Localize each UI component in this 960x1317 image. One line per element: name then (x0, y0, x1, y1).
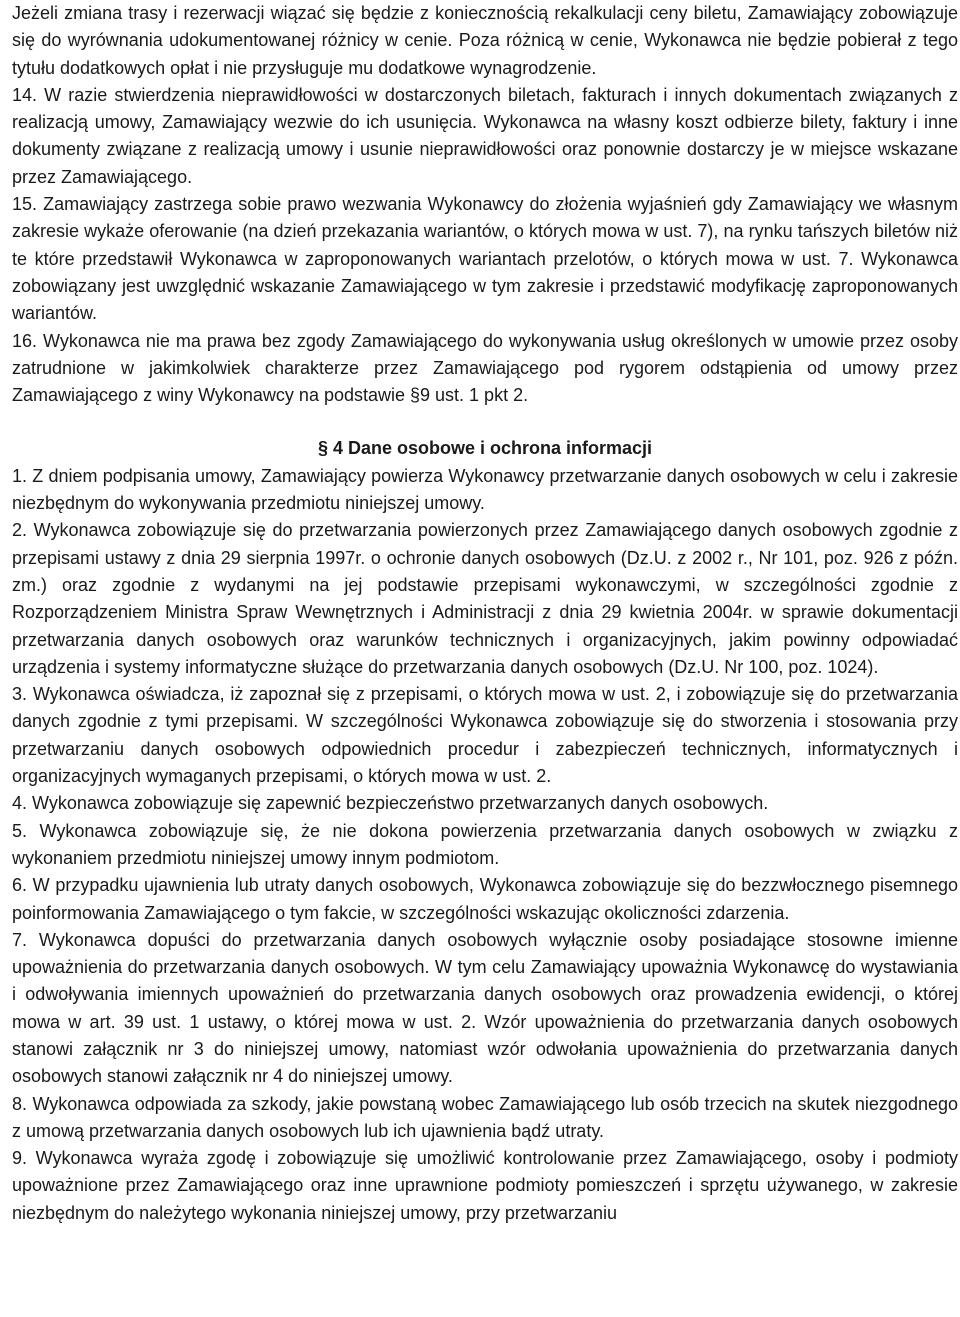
clause-2: 2. Wykonawca zobowiązuje się do przetwarzania powierzonych przez Zamawiającego danych osobowych zgodnie z przepisami ustawy z dnia 29 sierpnia 1997r. o ochronie danych osobowych (Dz.U. z 2002 r., Nr 101, poz. 926 z późn. zm.) oraz zgodnie z wydanymi na jej podstawie przepisami wykonawczymi, w szczególności zgodnie z Rozporządzeniem Ministra Spraw Wewnętrznych i Administracji z dnia 29 kwietnia 2004r. w sprawie dokumentacji przetwarzania danych osobowych oraz warunków technicznych i organizacyjnych, jakim powinny odpowiadać urządzenia i systemy informatyczne służące do przetwarzania danych osobowych (Dz.U. Nr 100, poz. 1024). (12, 520, 958, 677)
paragraph-ticket-recalculation: Jeżeli zmiana trasy i rezerwacji wiązać się będzie z koniecznością rekalkulacji ceny biletu, Zamawiający zobowiązuje się do wyrównania udokumentowanej różnicy w cenie. Poza różnicą w cenie, Wykonawca nie będzie pobierał z tego tytułu dodatkowych opłat i nie przysługuje mu dodatkowe wynagrodzenie. (12, 3, 958, 78)
clause-4: 4. Wykonawca zobowiązuje się zapewnić bezpieczeństwo przetwarzanych danych osobowych. (12, 793, 769, 814)
paragraph-15: 15. Zamawiający zastrzega sobie prawo wezwania Wykonawcy do złożenia wyjaśnień gdy Zamawiający we własnym zakresie wykaże oferowanie (na dzień przekazania wariantów, o których mowa w ust. 7), na rynku tańszych biletów niż te które przedstawił Wykonawca w zaproponowanych wariantach przelotów, o których mowa w ust. 7. Wykonawca zobowiązany jest uwzględnić wskazanie Zamawiającego w tym zakresie i przedstawić modyfikację zaproponowanych wariantów. (12, 194, 958, 324)
clause-7: 7. Wykonawca dopuści do przetwarzania danych osobowych wyłącznie osoby posiadające stosowne imienne upoważnienia do przetwarzania danych osobowych. W tym celu Zamawiający upoważnia Wykonawcę do wystawiania i odwoływania imiennych upoważnień do przetwarzania danych osobowych oraz prowadzenia ewidencji, o której mowa w art. 39 ust. 1 ustawy, o której mowa w ust. 2. Wzór upoważnienia do przetwarzania danych osobowych stanowi załącznik nr 3 do niniejszej umowy, natomiast wzór odwołania upoważnienia do przetwarzania danych osobowych stanowi załącznik nr 4 do niniejszej umowy. (12, 929, 958, 1087)
section-spacer (12, 409, 958, 435)
paragraph-16: 16. Wykonawca nie ma prawa bez zgody Zamawiającego do wykonywania usług określonych w umowie przez osoby zatrudnione w jakimkolwiek charakterze przez Zamawiającego pod rygorem odstąpienia od umowy przez Zamawiającego z winy Wykonawcy na podstawie §9 ust. 1 pkt 2. (12, 330, 958, 406)
document-page (12, 0, 958, 1227)
clause-9: 9. Wykonawca wyraża zgodę i zobowiązuje się umożliwić kontrolowanie przez Zamawiającego, osoby i podmioty upoważnione przez Zamawiającego oraz inne uprawnione podmioty pomieszczeń i sprzętu używanego, w zakresie niezbędnym do należytego wykonania niniejszej umowy, przy przetwarzaniu (12, 1148, 958, 1223)
paragraph-14: 14. W razie stwierdzenia nieprawidłowości w dostarczonych biletach, fakturach i innych dokumentach związanych z realizacją umowy, Zamawiający wezwie do ich usunięcia. Wykonawca na własny koszt odbierze bilety, faktury i inne dokumenty związane z realizacją umowy i usunie nieprawidłowości oraz ponownie dostarczy je w miejsce wskazane przez Zamawiającego. (12, 84, 958, 187)
clause-6: 6. W przypadku ujawnienia lub utraty danych osobowych, Wykonawca zobowiązuje się do bezzwłocznego pisemnego poinformowania Zamawiającego o tym fakcie, w szczególności wskazując okoliczności zdarzenia. (12, 875, 958, 923)
section-heading: § 4 Dane osobowe i ochrona informacji (317, 438, 653, 459)
clause-3: 3. Wykonawca oświadcza, iż zapoznał się z przepisami, o których mowa w ust. 2, i zobowiązuje się do przetwarzania danych zgodnie z tymi przepisami. W szczególności Wykonawca zobowiązuje się do stworzenia i stosowania przy przetwarzaniu danych osobowych odpowiednich procedur i zabezpieczeń technicznych, informatycznych i organizacyjnych wymaganych przepisami, o których mowa w ust. 2. (12, 684, 958, 787)
clause-8: 8. Wykonawca odpowiada za szkody, jakie powstaną wobec Zamawiającego lub osób trzecich na skutek niezgodnego z umową przetwarzania danych osobowych lub ich ujawnienia bądź utraty. (12, 1093, 958, 1141)
clause-1: 1. Z dniem podpisania umowy, Zamawiający powierza Wykonawcy przetwarzanie danych osobowych w celu i zakresie niezbędnym do wykonywania przedmiotu niniejszej umowy. (12, 465, 958, 514)
clause-5: 5. Wykonawca zobowiązuje się, że nie dokona powierzenia przetwarzania danych osobowych w związku z wykonaniem przedmiotu niniejszej umowy innym podmiotom. (12, 820, 958, 868)
